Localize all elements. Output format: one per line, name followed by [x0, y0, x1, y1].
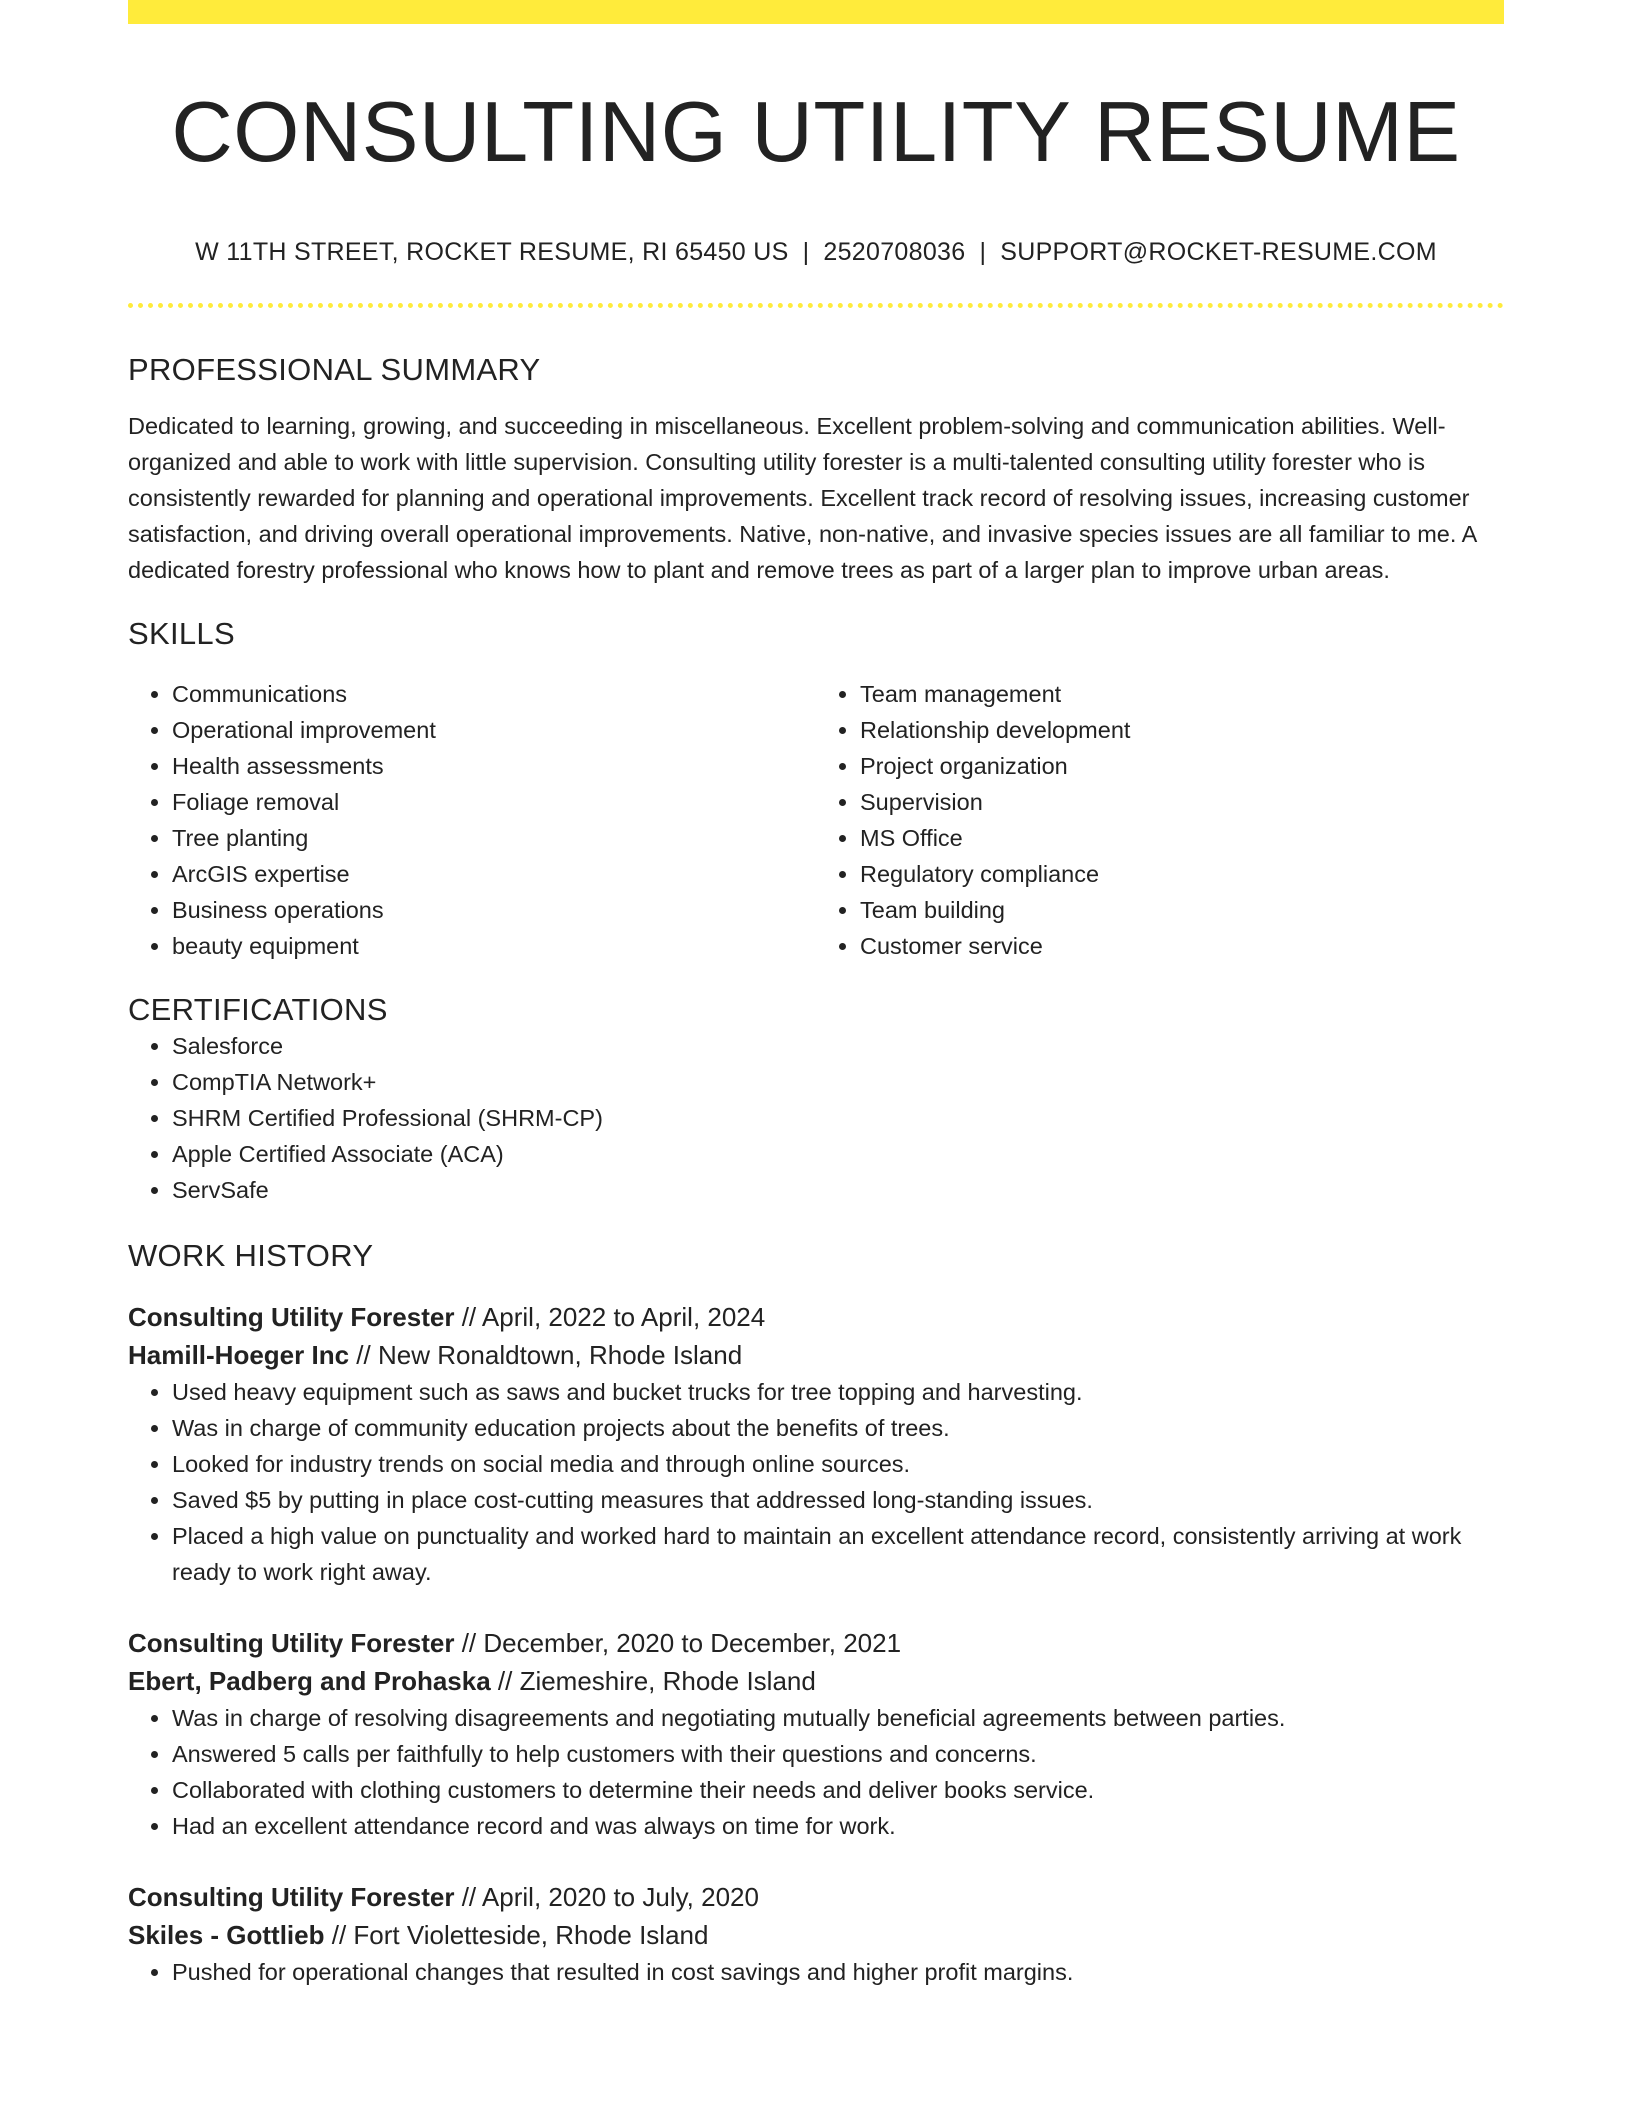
skill-item: • Business operations [172, 892, 816, 928]
summary-text: Dedicated to learning, growing, and succeeding in miscellaneous. Excellent problem-solving and communication abilities. Well-organized and able to work with little supervision. Consulting utility forester is a multi-talented consulting utility forester who is consistently rewarded for planning and operational improvements. Excellent track record of resolving issues, increasing customer satisfaction, and driving overall operational improvements. Native, non-native, and invasive species issues are all familiar to me. A dedicated forestry professional who knows how to plant and remove trees as part of a larger plan to improve urban areas. [128, 412, 1477, 583]
job-bullet: • Used heavy equipment such as saws and bucket trucks for tree topping and harvesting. [172, 1374, 1504, 1410]
job-bullet: • Pushed for operational changes that resulted in cost savings and higher profit margins. [172, 1954, 1504, 1990]
job-bullet: • Had an excellent attendance record and was always on time for work. [172, 1808, 1504, 1844]
skill-item: • Communications [172, 676, 816, 712]
job-company-line [128, 1916, 1504, 1954]
job-company: Skiles - Gottlieb [128, 1919, 325, 1950]
job-bullet: • Saved $5 by putting in place cost-cutting measures that addressed long-standing issues. [172, 1482, 1504, 1518]
job-location: // Ziemeshire, Rhode Island [490, 1665, 816, 1696]
skill-item: • MS Office [860, 820, 1504, 856]
job-role-line [128, 1624, 1504, 1662]
job-role-line [128, 1298, 1504, 1336]
contact-address: W 11TH STREET, ROCKET RESUME, RI 65450 US [195, 237, 789, 266]
job-bullets [128, 1374, 1504, 1590]
job-entry [128, 1624, 1504, 1844]
resume-name: CONSULTING UTILITY RESUME [171, 85, 1461, 180]
job-bullets [128, 1700, 1504, 1844]
job-role: Consulting Utility Forester [128, 1301, 455, 1332]
contact-phone: 2520708036 [823, 237, 966, 266]
job-bullet: • Looked for industry trends on social media and through online sources. [172, 1446, 1504, 1482]
job-bullet: • Was in charge of resolving disagreements and negotiating mutually beneficial agreements between parties. [172, 1700, 1504, 1736]
section-title-certifications: CERTIFICATIONS [128, 991, 388, 1027]
skills-list-left [128, 676, 816, 964]
job-entry [128, 1878, 1504, 1990]
section-title-summary: PROFESSIONAL SUMMARY [128, 351, 541, 387]
job-bullet: • Was in charge of community education projects about the benefits of trees. [172, 1410, 1504, 1446]
skill-item: • Customer service [860, 928, 1504, 964]
skill-item: • ArcGIS expertise [172, 856, 816, 892]
job-company-line [128, 1336, 1504, 1374]
skill-item: • Health assessments [172, 748, 816, 784]
skill-item: • Foliage removal [172, 784, 816, 820]
certification-item: • SHRM Certified Professional (SHRM-CP) [172, 1100, 1504, 1136]
skill-item: • Tree planting [172, 820, 816, 856]
skill-item: • Operational improvement [172, 712, 816, 748]
job-dates: // April, 2020 to July, 2020 [454, 1881, 759, 1912]
job-company: Hamill-Hoeger Inc [128, 1339, 350, 1370]
job-bullet: • Answered 5 calls per faithfully to help customers with their questions and concerns. [172, 1736, 1504, 1772]
job-role: Consulting Utility Forester [128, 1627, 455, 1658]
job-location: // Fort Violetteside, Rhode Island [324, 1919, 709, 1950]
job-company-line [128, 1662, 1504, 1700]
certifications-list [128, 1028, 1504, 1208]
skill-item: • beauty equipment [172, 928, 816, 964]
job-bullet: • Placed a high value on punctuality and worked hard to maintain an excellent attendance record, consistently arriving at work ready to work right away. [172, 1518, 1504, 1590]
contact-line [128, 238, 1504, 267]
contact-separator: | [979, 237, 987, 266]
skill-item: • Team building [860, 892, 1504, 928]
job-bullets [128, 1954, 1504, 1990]
job-location: // New Ronaldtown, Rhode Island [349, 1339, 743, 1370]
job-dates: // April, 2022 to April, 2024 [454, 1301, 766, 1332]
job-entry [128, 1298, 1504, 1590]
contact-email: SUPPORT@ROCKET-RESUME.COM [1000, 237, 1437, 266]
contact-separator: | [802, 237, 810, 266]
certification-item: • CompTIA Network+ [172, 1064, 1504, 1100]
skill-item: • Team management [860, 676, 1504, 712]
job-role: Consulting Utility Forester [128, 1881, 455, 1912]
job-company: Ebert, Padberg and Prohaska [128, 1665, 491, 1696]
certification-item: • Apple Certified Associate (ACA) [172, 1136, 1504, 1172]
skills-grid [128, 676, 1504, 964]
section-title-skills: SKILLS [128, 615, 235, 651]
job-dates: // December, 2020 to December, 2021 [454, 1627, 902, 1658]
skills-list-right [816, 676, 1504, 964]
certification-item: • ServSafe [172, 1172, 1504, 1208]
job-bullet: • Collaborated with clothing customers to determine their needs and deliver books service. [172, 1772, 1504, 1808]
skill-item: • Supervision [860, 784, 1504, 820]
certification-item: • Salesforce [172, 1028, 1504, 1064]
resume-page [128, 0, 1504, 1990]
section-title-work-history: WORK HISTORY [128, 1237, 374, 1273]
skill-item: • Regulatory compliance [860, 856, 1504, 892]
job-role-line [128, 1878, 1504, 1916]
skill-item: • Relationship development [860, 712, 1504, 748]
dotted-divider [128, 303, 1504, 308]
skill-item: • Project organization [860, 748, 1504, 784]
top-accent-bar [128, 0, 1504, 24]
